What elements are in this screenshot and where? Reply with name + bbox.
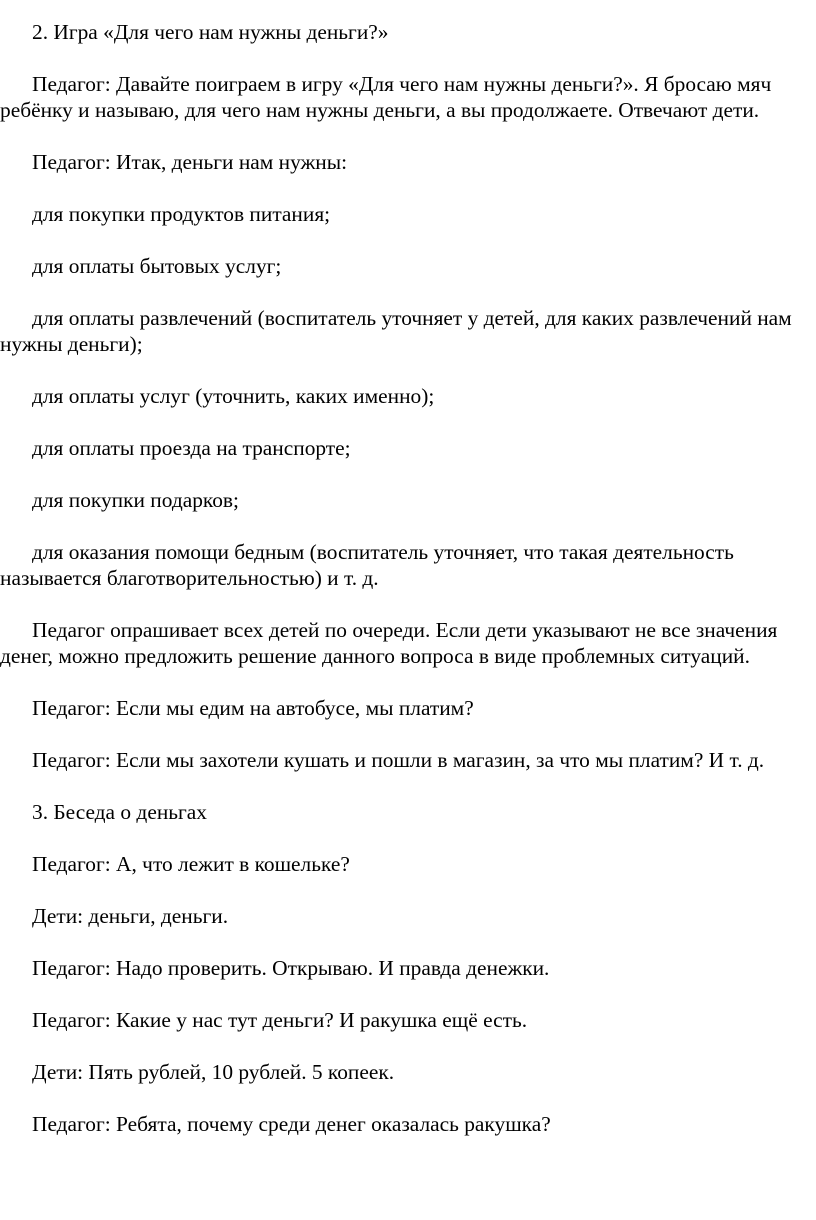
paragraph: Педагог: Итак, деньги нам нужны: [32,150,348,174]
paragraph: Педагог: Давайте поиграем в игру «Для чего нам нужны деньги?». Я бросаю мяч ребёнку и называю, для чего нам нужны деньги, а вы продолжаете. Отвечают дети. [0,72,772,122]
list-item: для оплаты услуг (уточнить, каких именно); [32,384,435,408]
dialogue-line: Педагог: А, что лежит в кошельке? [32,852,350,876]
list-item: для оплаты бытовых услуг; [32,254,282,278]
section-heading-game: 2. Игра «Для чего нам нужны деньги?» [32,20,389,44]
dialogue-line: Педагог: Надо проверить. Открываю. И правда денежки. [32,956,550,980]
list-item: для оказания помощи бедным (воспитатель уточняет, что такая деятельность называется благотворительностью) и т. д. [0,540,734,590]
list-item: для оплаты развлечений (воспитатель уточняет у детей, для каких развлечений нам нужны деньги); [0,306,792,356]
dialogue-line: Педагог: Если мы едим на автобусе, мы платим? [32,696,474,720]
dialogue-line: Дети: Пять рублей, 10 рублей. 5 копеек. [32,1060,395,1084]
dialogue-line: Педагог: Какие у нас тут деньги? И ракушка ещё есть. [32,1008,528,1032]
list-item: для оплаты проезда на транспорте; [32,436,351,460]
paragraph: Педагог опрашивает всех детей по очереди. Если дети указывают не все значения денег, можно предложить решение данного вопроса в виде проблемных ситуаций. [0,618,778,668]
list-item: для покупки продуктов питания; [32,202,331,226]
dialogue-line: Педагог: Если мы захотели кушать и пошли в магазин, за что мы платим? И т. д. [32,748,765,772]
list-item: для покупки подарков; [32,488,239,512]
dialogue-line: Педагог: Ребята, почему среди денег оказалась ракушка? [32,1112,551,1136]
dialogue-line: Дети: деньги, деньги. [32,904,229,928]
section-heading-conversation: 3. Беседа о деньгах [32,800,207,824]
